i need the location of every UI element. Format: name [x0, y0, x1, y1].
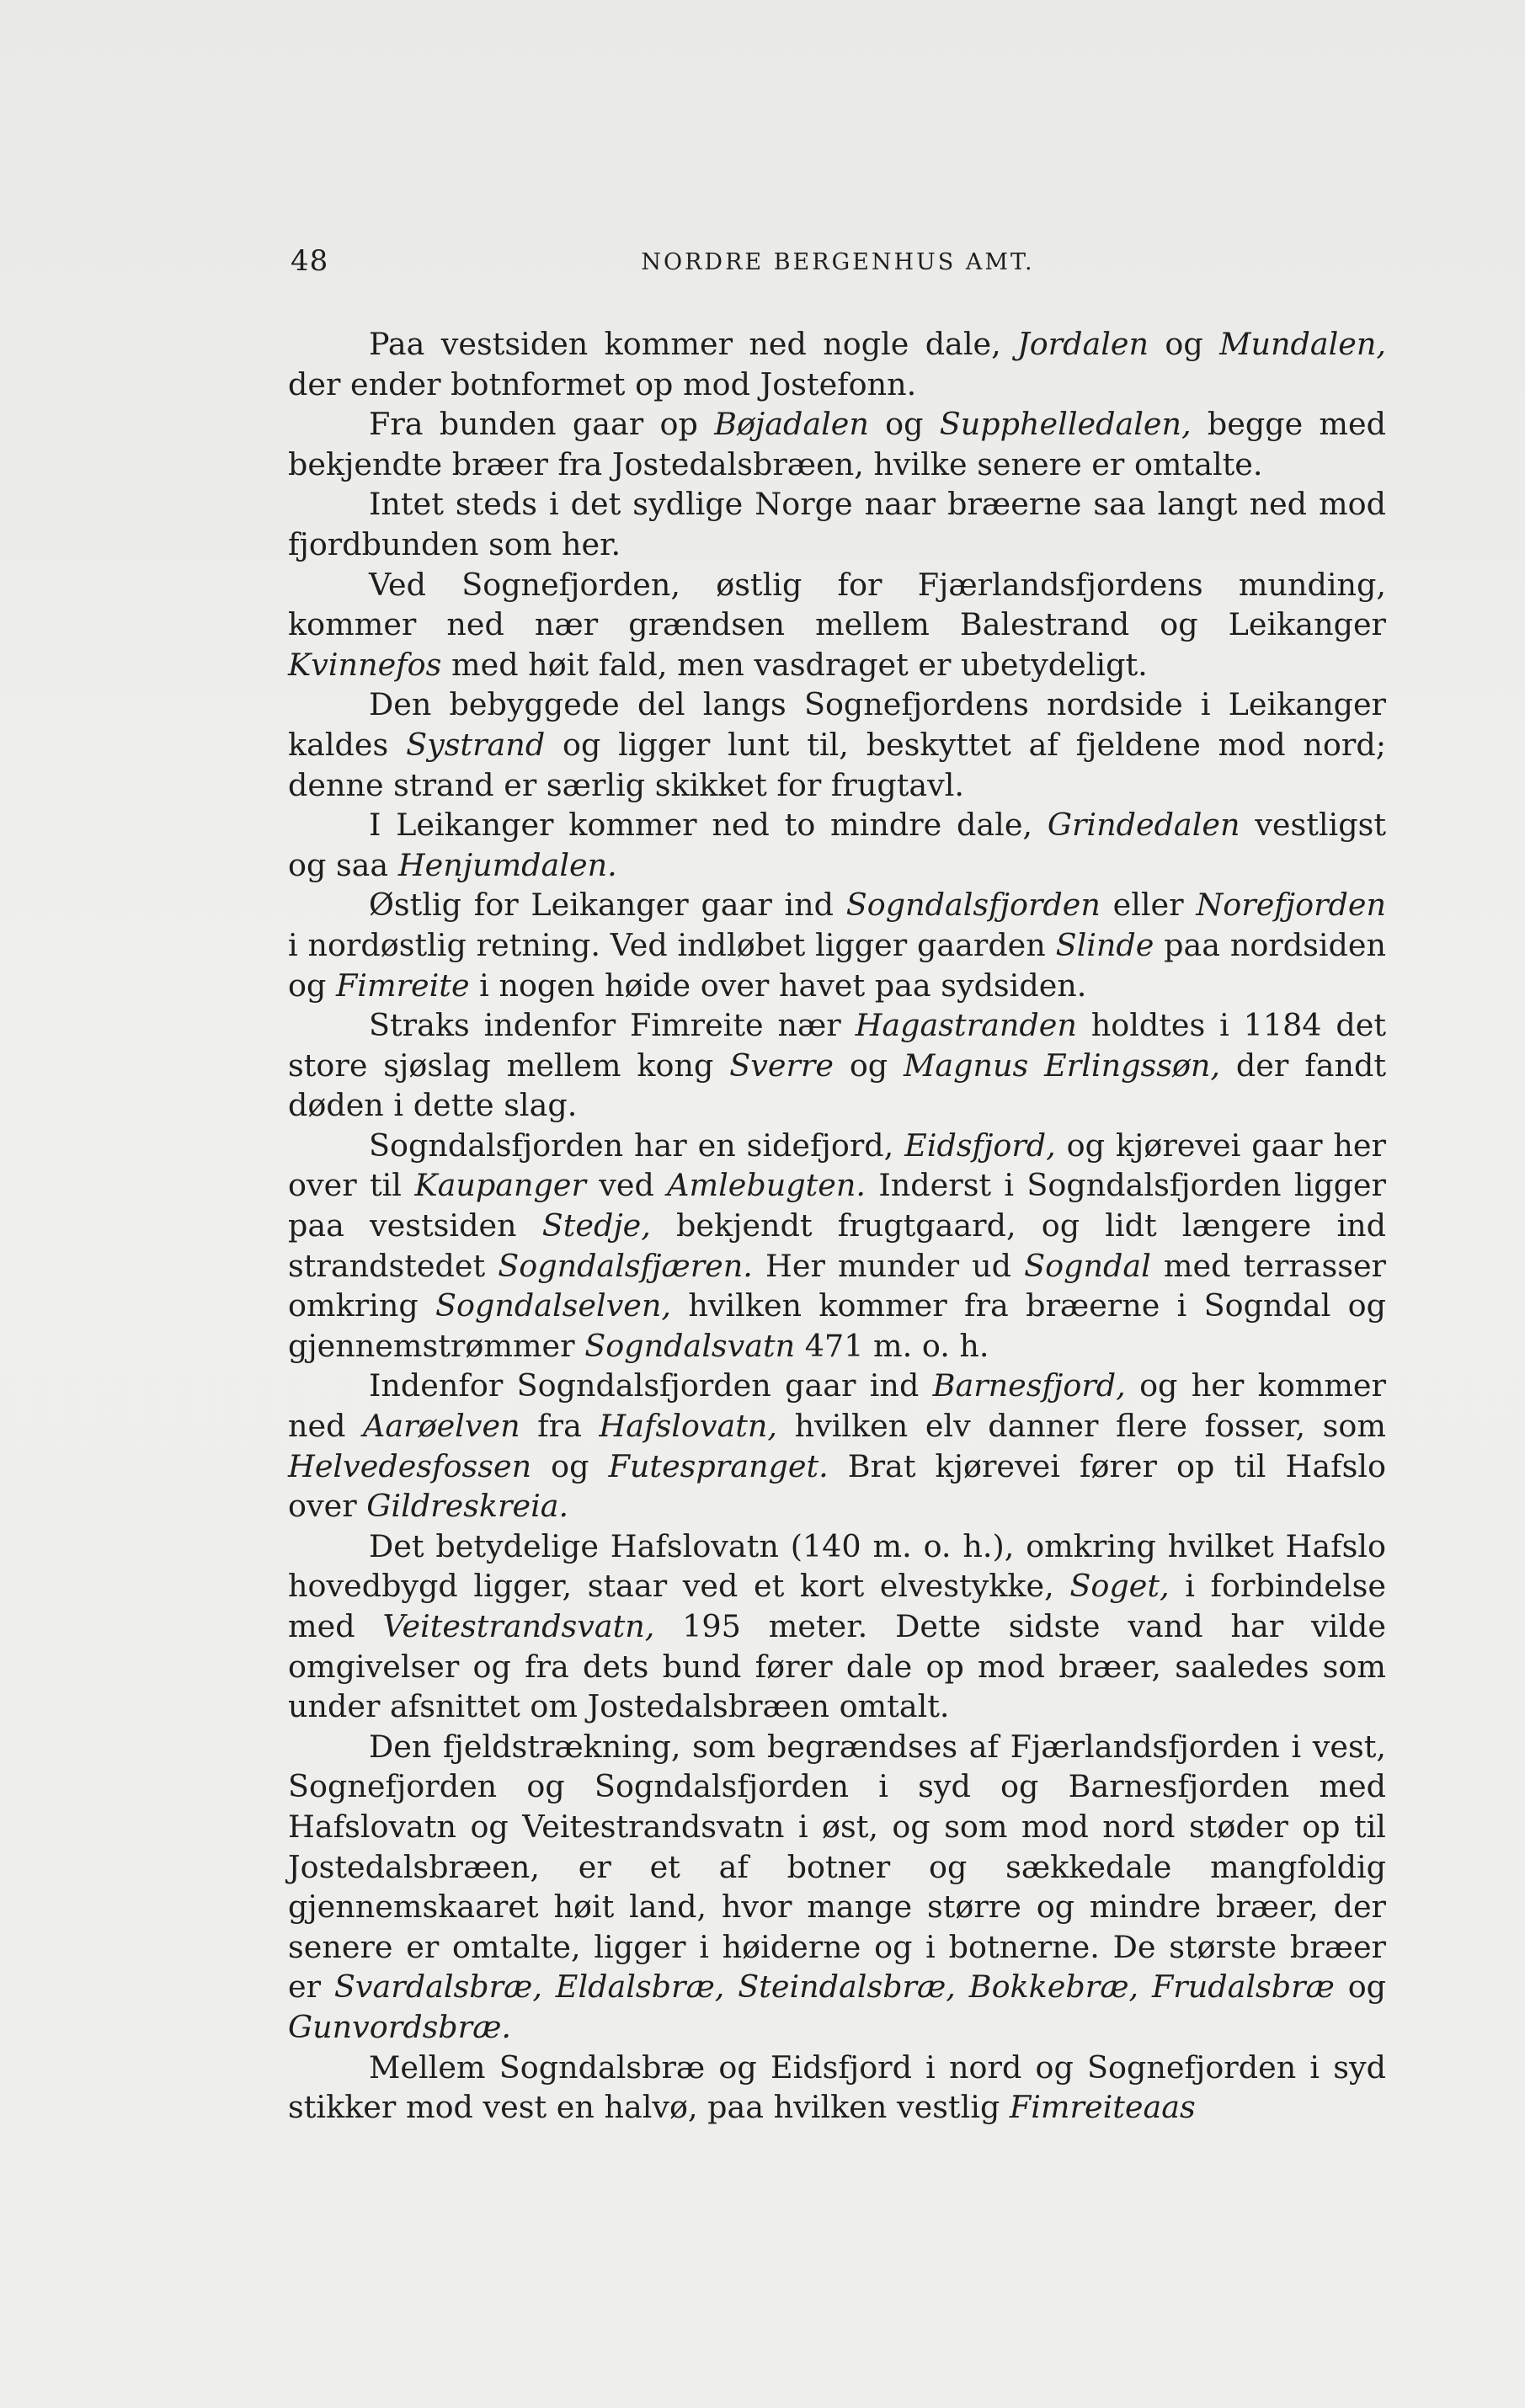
text-run: Indenfor Sogndalsfjorden gaar ind: [369, 1367, 933, 1404]
italic-place-name: Sogndalsvatn: [584, 1327, 796, 1364]
italic-place-name: Norefjorden: [1196, 887, 1387, 924]
text-run: der fandt døden i dette slag.: [288, 1047, 1387, 1124]
italic-place-name: Slinde: [1055, 926, 1154, 963]
italic-place-name: Veitestrandsvatn,: [382, 1608, 655, 1644]
italic-place-name: Barnesfjord,: [932, 1367, 1126, 1404]
text-run: i nogen høide over havet paa sydsiden.: [469, 967, 1087, 1004]
italic-place-name: Mundalen,: [1219, 326, 1386, 362]
text-run: Fra bunden gaar op: [369, 406, 715, 443]
italic-place-name: Hagastranden: [855, 1007, 1077, 1044]
italic-place-name: Soget,: [1069, 1568, 1170, 1605]
text-run: hvilken elv danner flere fosser, som: [777, 1408, 1386, 1445]
text-run: [724, 1968, 738, 2005]
text-run: Intet steds i det sydlige Norge naar bræerne saa langt ned mod fjordbunden som her.: [288, 486, 1386, 562]
paragraph: [288, 1366, 1386, 1526]
italic-place-name: Supphelledalen,: [939, 406, 1192, 443]
text-run: 471 m. o. h.: [795, 1327, 989, 1364]
text-run: paa nordsiden og: [288, 926, 1386, 1004]
text-run: og kjørevei gaar her over til: [288, 1127, 1386, 1204]
text-run: med høit fald, men vasdraget er ubetydeligt.: [441, 646, 1148, 683]
text-run: i nordøstlig retning. Ved indløbet ligger gaarden: [288, 926, 1056, 963]
paragraph: [288, 805, 1386, 885]
italic-place-name: Steindalsbræ,: [738, 1968, 956, 2006]
text-run: og: [868, 406, 940, 443]
italic-place-name: Sogndalsfjorden: [845, 887, 1101, 924]
text-run: Mellem Sogndalsbræ og Eidsfjord i nord og Sognefjorden i syd stikker mod vest en halvø, paa hvilken vestlig: [288, 2048, 1386, 2126]
paragraph: [288, 885, 1386, 1005]
text-run: og: [531, 1447, 609, 1484]
italic-place-name: Helvedesfossen: [288, 1447, 532, 1484]
paragraph: [288, 1005, 1386, 1126]
italic-place-name: Systrand: [406, 726, 546, 763]
italic-place-name: Sverre: [729, 1047, 834, 1084]
text-run: bekjendt frugtgaard, og lidt længere ind strandstedet: [288, 1207, 1386, 1284]
paragraph: [288, 404, 1386, 484]
text-run: Paa vestsiden kommer ned nogle dale,: [369, 326, 1018, 362]
text-run: holdtes i 1184 det store sjøslag mellem kong: [288, 1007, 1386, 1084]
running-title: NORDRE BERGENHUS AMT.: [641, 249, 1035, 275]
italic-place-name: Bokkebræ,: [968, 1968, 1139, 2006]
text-run: Ved Sognefjorden, østlig for Fjærlandsfjordens munding, kommer ned nær grændsen mellem Balestrand og Leikanger: [288, 566, 1386, 643]
paragraph: [288, 2048, 1386, 2128]
text-run: [1138, 1968, 1152, 2005]
text-run: og: [1334, 1968, 1387, 2006]
paragraph: [288, 1727, 1386, 2048]
paragraph: [288, 1126, 1386, 1366]
italic-place-name: Stedje,: [541, 1207, 651, 1244]
text-run: og her kommer ned: [288, 1367, 1386, 1445]
text-run: Inderst i Sogndalsfjorden ligger paa vestsiden: [288, 1167, 1386, 1244]
text-run: der ender botnformet op mod Jostefonn.: [288, 365, 917, 402]
paragraph: [288, 1526, 1386, 1727]
text-run: hvilken kommer fra bræerne i Sogndal og gjennemstrømmer: [288, 1287, 1386, 1364]
text-run: Brat kjørevei fører op til Hafslo over: [288, 1447, 1387, 1525]
italic-place-name: Gunvordsbræ.: [288, 2008, 512, 2045]
text-run: og ligger lunt til, beskyttet af fjeldene mod nord; denne strand er særlig skikket for frugtavl.: [288, 726, 1387, 803]
text-run: vestligst og saa: [288, 807, 1386, 883]
text-run: og: [833, 1047, 904, 1084]
italic-place-name: Aarøelven: [363, 1408, 520, 1445]
text-run: 195 meter. Dette sidste vand har vilde omgivelser og fra dets bund fører dale op mod bræer, saaledes som under afsnittet om Jostedalsbræen omtalt.: [288, 1608, 1386, 1725]
body-text: [288, 324, 1386, 2128]
text-run: [956, 1968, 969, 2005]
italic-place-name: Eidsfjord,: [904, 1127, 1056, 1164]
italic-place-name: Amlebugten.: [667, 1167, 866, 1204]
italic-place-name: Henjumdalen.: [397, 846, 617, 883]
paragraph: [288, 565, 1386, 685]
italic-place-name: Sogndalselven,: [435, 1287, 672, 1324]
italic-place-name: Magnus Erlingssøn,: [904, 1047, 1221, 1084]
text-run: eller: [1100, 887, 1197, 924]
paragraph: [288, 484, 1386, 564]
text-run: Den bebyggede del langs Sognefjordens nordside i Leikanger kaldes: [288, 686, 1386, 763]
italic-place-name: Bøjadalen: [714, 406, 869, 443]
text-run: begge med bekjendte bræer fra Jostedalsbræen, hvilke senere er omtalte.: [288, 406, 1387, 482]
page-number: 48: [291, 244, 329, 278]
text-run: fra: [520, 1408, 600, 1445]
text-run: Det betydelige Hafslovatn (140 m. o. h.), omkring hvilket Hafslo hovedbygd ligger, staar ved et kort elvestykke,: [288, 1527, 1386, 1605]
text-run: Den fjeldstrækning, som begrændses af Fjærlandsfjorden i vest, Sognefjorden og Sogndalsfjorden i syd og Barnesfjorden med Hafslovatn og Veitestrandsvatn i øst, og som mod nord støder op til Jostedalsbræen, er et af botner og sækkedale mangfoldig gjennemskaaret høit land, hvor mange større og mindre bræer, der senere er omtalte, ligger i høiderne og i botnerne. De største bræer er: [288, 1728, 1386, 2006]
text-run: Her munder ud: [752, 1247, 1025, 1284]
page-header: [291, 244, 1385, 295]
italic-place-name: Jordalen: [1017, 326, 1149, 362]
paragraph: [288, 685, 1386, 805]
italic-place-name: Grindedalen: [1047, 807, 1240, 844]
italic-place-name: Eldalsbræ,: [555, 1968, 725, 2006]
text-run: I Leikanger kommer ned to mindre dale,: [369, 807, 1048, 844]
italic-place-name: Sogndal: [1024, 1247, 1151, 1284]
paragraph: [288, 324, 1386, 404]
italic-place-name: Svardalsbræ,: [333, 1968, 542, 2006]
italic-place-name: Gildreskreia.: [366, 1488, 569, 1525]
text-run: Sogndalsfjorden har en sidefjord,: [369, 1127, 905, 1164]
italic-place-name: Sogndalsfjæren.: [498, 1247, 753, 1284]
italic-place-name: Frudalsbræ: [1151, 1968, 1335, 2006]
italic-place-name: Futespranget.: [608, 1447, 829, 1484]
italic-place-name: Fimreite: [335, 967, 470, 1004]
text-run: Østlig for Leikanger gaar ind: [369, 887, 846, 924]
text-run: og: [1149, 326, 1220, 362]
text-run: [542, 1968, 556, 2005]
text-run: ved: [585, 1167, 668, 1204]
italic-place-name: Fimreiteaas: [1009, 2089, 1196, 2126]
italic-place-name: Kaupanger: [414, 1167, 586, 1204]
italic-place-name: Kvinnefos: [288, 646, 442, 683]
text-run: med terrasser omkring: [288, 1247, 1387, 1324]
italic-place-name: Hafslovatn,: [599, 1408, 778, 1445]
text-run: i forbindelse med: [288, 1568, 1386, 1644]
text-run: Straks indenfor Fimreite nær: [369, 1007, 856, 1044]
